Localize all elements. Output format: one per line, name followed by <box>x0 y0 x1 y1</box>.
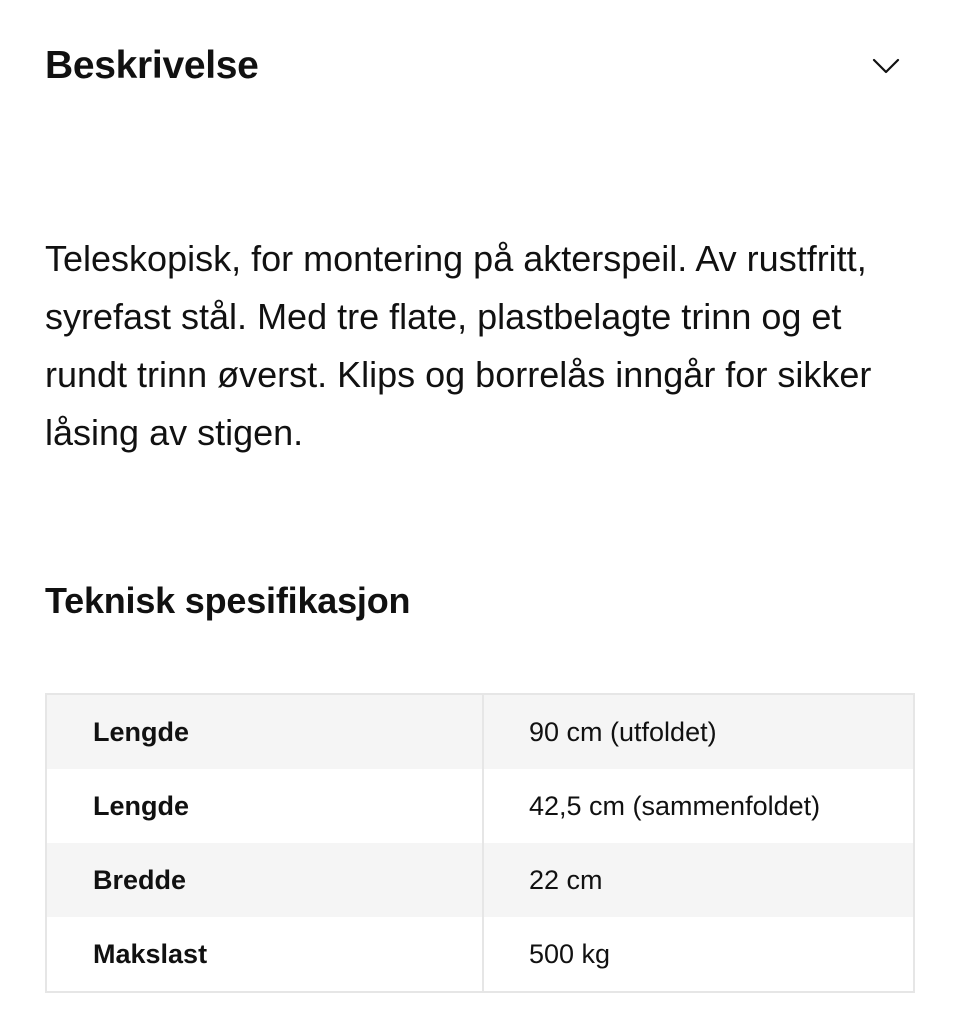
description-text: Teleskopisk, for montering på akterspeil. Av rustfritt, syrefast stål. Med tre flate, plastbelagte trinn og et rundt trinn øverst. Klips og borrelås inngår for sikker låsing av stigen. <box>45 238 872 453</box>
spec-row <box>46 843 914 917</box>
description-accordion-toggle[interactable] <box>45 36 915 96</box>
description-title: Beskrivelse <box>45 44 259 87</box>
spec-table <box>45 693 915 993</box>
spec-label: Makslast <box>46 917 483 992</box>
spec-row <box>46 694 914 769</box>
spec-value: 22 cm <box>483 843 914 917</box>
spec-label: Lengde <box>46 769 483 843</box>
spec-row <box>46 769 914 843</box>
spec-label: Bredde <box>46 843 483 917</box>
spec-value: 90 cm (utfoldet) <box>483 694 914 769</box>
spec-row <box>46 917 914 992</box>
spec-title: Teknisk spesifikasjon <box>45 580 411 621</box>
spec-value: 500 kg <box>483 917 914 992</box>
chevron-down-icon[interactable] <box>871 51 901 81</box>
spec-label: Lengde <box>46 694 483 769</box>
spec-value: 42,5 cm (sammenfoldet) <box>483 769 914 843</box>
